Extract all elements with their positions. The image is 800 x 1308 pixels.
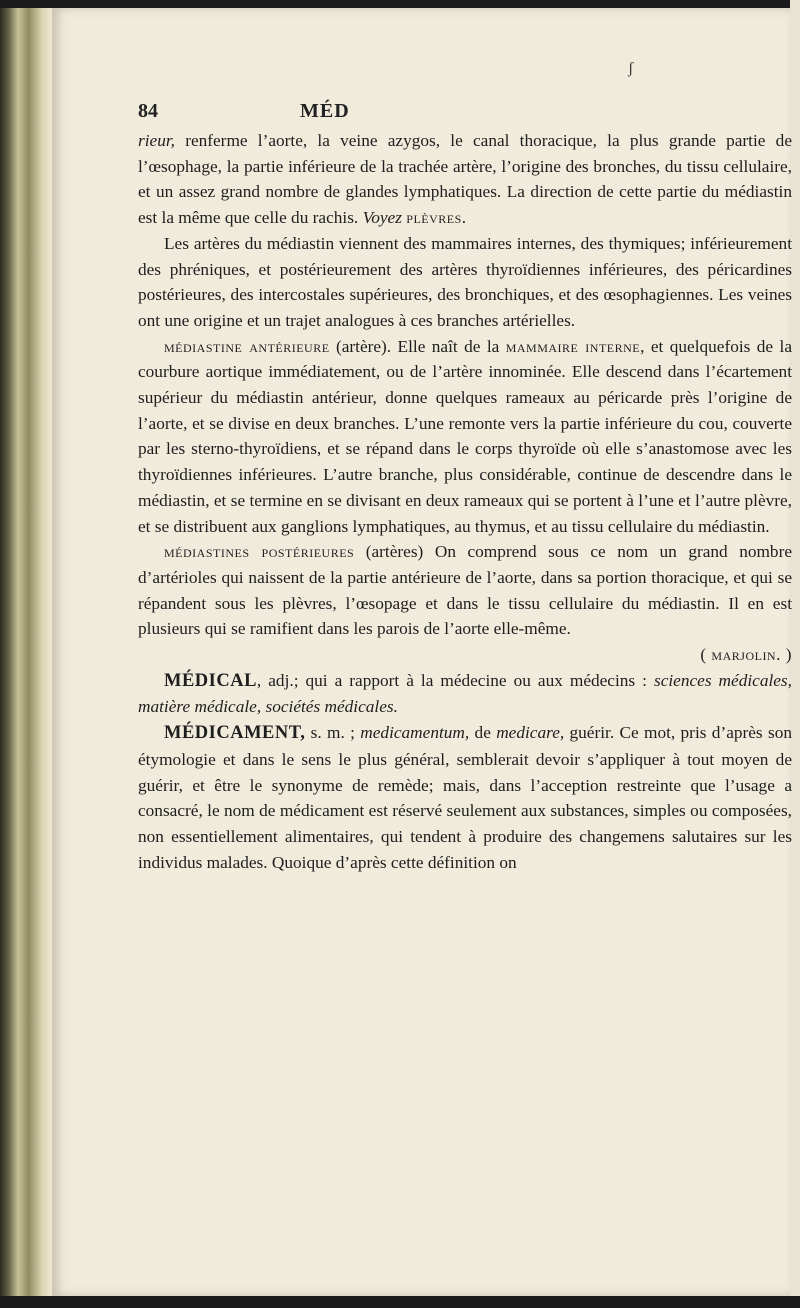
entry-heading: médiastine antérieure	[164, 336, 330, 356]
book-binding	[0, 0, 52, 1308]
entry-mediastine-anterieure: médiastine antérieure (artère). Elle naît de la mammaire interne, et quelquefois de la courbure aortique immédiatement, ou de l’artère innominée. Elle descend dans l’écartement supérieur du médiastin antérieur, donne quelques rameaux au péricarde près l’origine de l’aorte, et se divise en deux branches. L’une remonte vers la partie inférieure du cou, couverte par les sterno-thyroïdiens, et se répand dans le corps thyroïde où elle s’anastomose avec les thyroïdiennes inférieures. L’autre branche, plus considérable, continue de descendre dans le médiastin, et se termine en se divisant en deux rameaux qui se portent à l’une et l’autre plèvre, et se distribuent aux ganglions lymphatiques, au thymus, et au tissu cellulaire du médiastin.	[138, 336, 792, 536]
author-signature: ( marjolin. )	[700, 645, 792, 665]
entry-medical: MÉDICAL, adj.; qui a rapport à la médecine ou aux médecins : sciences médicales, matière médicale, sociétés médicales.	[138, 670, 792, 717]
cross-ref-plevres: plèvres.	[406, 208, 467, 228]
paragraph-1: rieur, renferme l’aorte, la veine azygos, le canal thoracique, la plus grande partie de l’œsophage, la partie inférieure de la trachée artère, l’origine des bronches, du tissu cellulaire, et un assez grand nombre de glandes lymphatiques. La direction de cette partie du médiastin est la même que celle du rachis. Voyez plèvres.	[138, 131, 792, 228]
body-text	[138, 128, 792, 875]
top-edge	[0, 0, 800, 8]
cross-ref-voyez: Voyez	[362, 208, 402, 228]
running-head: MÉD	[300, 100, 350, 122]
entry-heading: médiastines postérieures	[164, 542, 355, 562]
entry-heading: MÉDICAMENT,	[164, 723, 306, 744]
cross-ref-mammaire: mammaire interne	[505, 336, 641, 356]
margin-mark: ʃ	[628, 60, 634, 77]
entry-mediastines-posterieures: médiastines postérieures (artères) On comprend sous ce nom un grand nombre d’artérioles qui naissent de la partie antérieure de l’aorte, dans sa portion thoracique, et qui se répandent sous les plèvres, l’œsopage et dans le tissu cellulaire du médiastin. Il en est plusieurs qui se ramifient dans les parois de l’aorte elle-même.	[138, 542, 793, 639]
entry-medicament: MÉDICAMENT, s. m. ; medicamentum, de medicare, guérir. Ce mot, pris d’après son étymologie et dans le sens le plus général, semblerait devoir s’appliquer à tout moyen de guérir, et être le synonyme de remède; mais, dans l’acception restreinte que l’usage a consacré, le nom de médicament est réservé seulement aux substances, simples ou composées, non essentiellement alimentaires, qui tendent à produire des changemens salutaires sur les individus malades. Quoique d’après cette définition on	[138, 723, 792, 872]
paragraph-2: Les artères du médiastin viennent des mammaires internes, des thymiques; inférieurement des phréniques, et postérieurement des artères thyroïdiennes inférieures, des péricardines postérieures, des intercostales supérieures, des bronchiques, et des œsophagiennes. Les veines ont une origine et un trajet analogues à ces branches artérielles.	[138, 233, 792, 330]
entry-heading: MÉDICAL	[164, 670, 257, 691]
italic-start: rieur,	[138, 131, 175, 150]
page-number: 84	[138, 100, 158, 122]
page-header	[138, 100, 778, 128]
bottom-edge	[0, 1296, 800, 1308]
